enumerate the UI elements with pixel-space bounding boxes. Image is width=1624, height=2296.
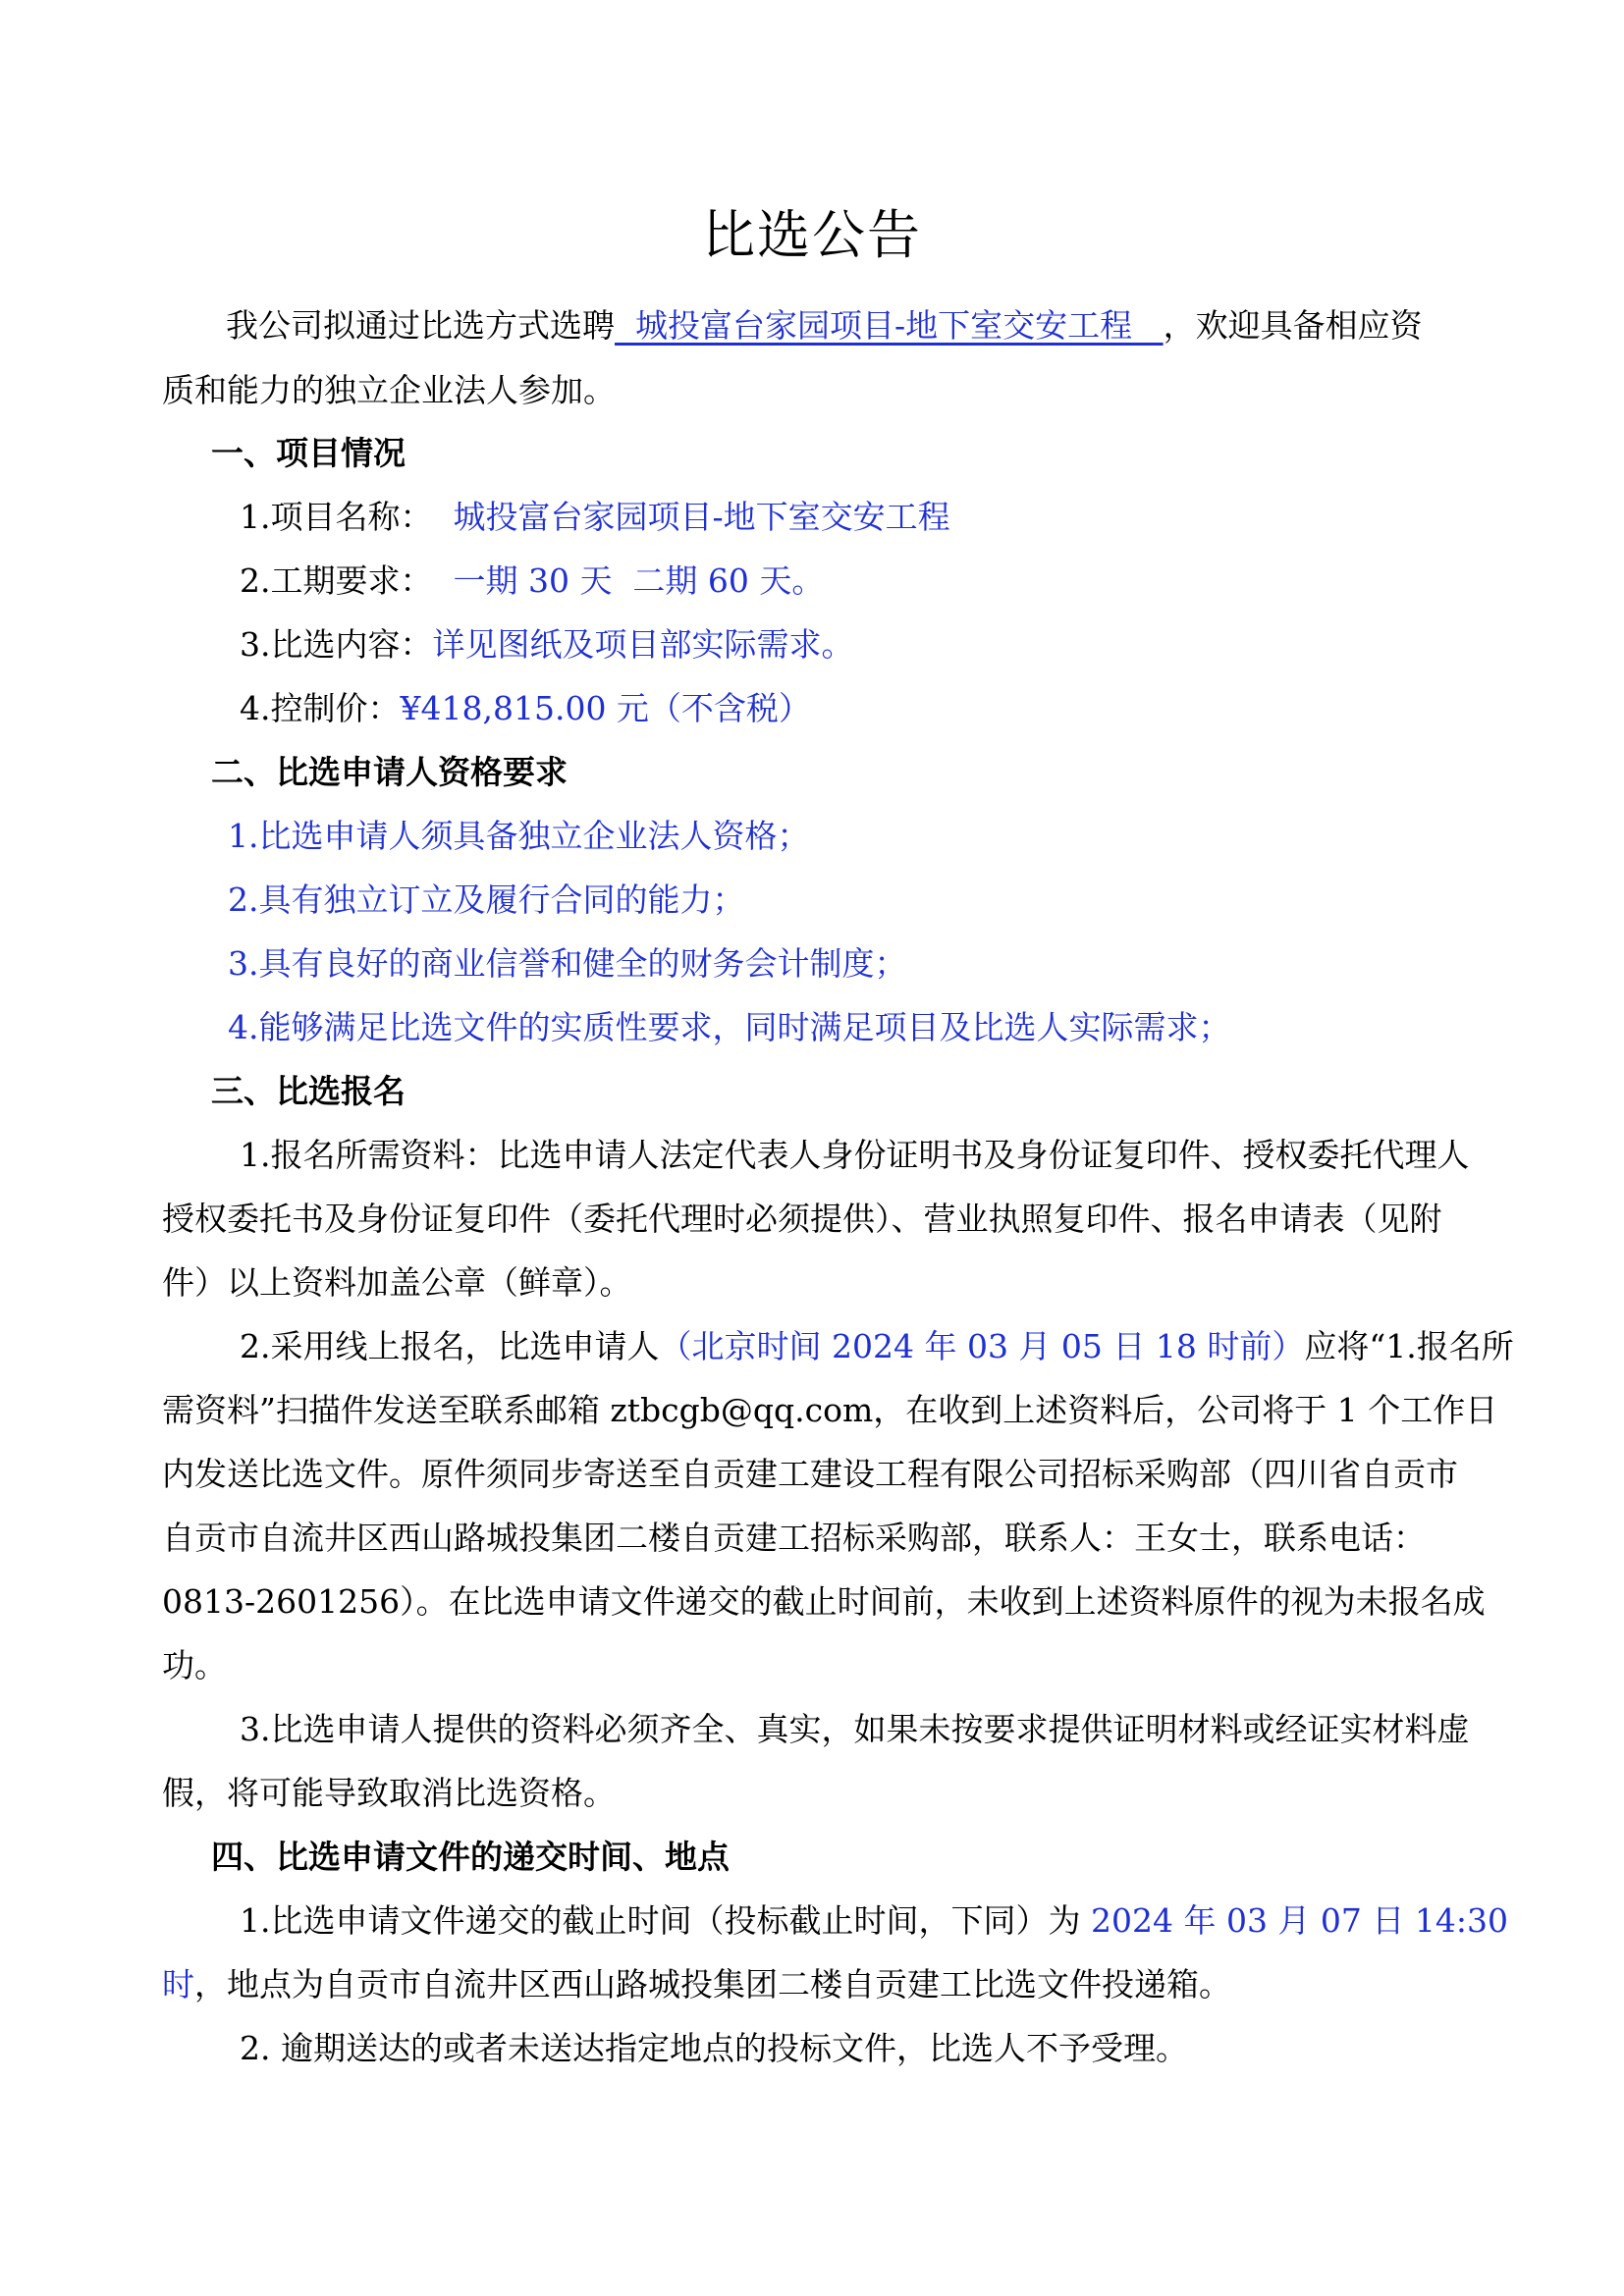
project-item-duration [240,560,824,603]
item-value: 城投富台家园项目-地下室交安工程 [432,498,950,536]
qualification-item: 3.具有良好的商业信誉和健全的财务会计制度； [228,944,907,983]
item-value: ¥418,815.00 元（不含税） [400,689,811,727]
qualification-item: 1.比选申请人须具备独立企业法人资格； [228,817,810,855]
item-label: 4.控制价： [240,689,401,727]
page-title: 比选公告 [702,204,922,266]
registration-p2-line: 内发送比选文件。原件须同步寄送至自贡建工建设工程有限公司招标采购部（四川省自贡市 [162,1455,1458,1493]
submission-p2-line: 2. 逾期送达的或者未送达指定地点的投标文件，比选人不予受理。 [240,2029,1188,2067]
section-heading-registration: 三、比选报名 [211,1072,406,1110]
qualification-item: 2.具有独立订立及履行合同的能力； [228,881,745,919]
submission-deadline: 2024 年 03 月 07 日 14:30 [1090,1901,1508,1940]
qualification-item: 4.能够满足比选文件的实质性要求，同时满足项目及比选人实际需求； [228,1008,1231,1046]
registration-p2-text: 应将“1.报名所 [1304,1327,1514,1365]
registration-p1-line: 件）以上资料加盖公章（鲜章）。 [162,1263,632,1302]
section-heading-submission: 四、比选申请文件的递交时间、地点 [211,1838,730,1876]
project-item-content [240,623,854,667]
item-value: 一期 30 天 二期 60 天。 [432,561,825,600]
registration-p1-line: 1.报名所需资料：比选申请人法定代表人身份证明书及身份证复印件、授权委托代理人 [240,1136,1470,1174]
item-label: 2.工期要求： [240,561,433,600]
submission-p1-text: 1.比选申请文件递交的截止时间（投标截止时间，下同）为 [240,1901,1091,1940]
project-item-name [240,496,950,539]
section-heading-project: 一、项目情况 [211,434,406,472]
intro-line-2: 质和能力的独立企业法人参加。 [162,371,616,409]
intro-project-name: 城投富台家园项目-地下室交安工程 [615,306,1164,345]
intro-prefix: 我公司拟通过比选方式选聘 [226,306,615,345]
registration-p2-line [240,1325,1514,1368]
submission-p1-text: ，地点为自贡市自流井区西山路城投集团二楼自贡建工比选文件投递箱。 [194,1965,1231,2003]
registration-p2-line: 自贡市自流井区西山路城投集团二楼自贡建工招标采购部，联系人：王女士，联系电话： [162,1519,1426,1557]
registration-p2-line: 功。 [162,1646,227,1684]
registration-deadline: （北京时间 2024 年 03 月 05 日 18 时前） [659,1327,1305,1365]
registration-p2-text: 2.采用线上报名，比选申请人 [240,1327,660,1365]
submission-deadline-suffix: 时 [162,1965,194,2003]
item-label: 1.项目名称： [240,498,433,536]
submission-p1-line [162,1963,1231,2006]
project-item-price [240,687,811,730]
registration-p3-line: 假，将可能导致取消比选资格。 [162,1774,616,1812]
intro-suffix: ，欢迎具备相应资 [1163,306,1423,345]
registration-p3-line: 3.比选申请人提供的资料必须齐全、真实，如果未按要求提供证明材料或经证实材料虚 [240,1710,1470,1748]
section-heading-qualification: 二、比选申请人资格要求 [211,753,568,791]
item-value: 详见图纸及项目部实际需求。 [432,625,854,664]
intro-line-1 [226,304,1423,347]
registration-p1-line: 授权委托书及身份证复印件（委托代理时必须提供）、营业执照复印件、报名申请表（见附 [162,1200,1442,1238]
submission-p1-line [240,1899,1508,1943]
registration-p2-line: 0813-2601256）。在比选申请文件递交的截止时间前，未收到上述资料原件的视为未报名成 [162,1582,1486,1621]
registration-p2-line: 需资料”扫描件发送至联系邮箱 ztbcgb@qq.com，在收到上述资料后，公司将于 1 个工作日 [162,1391,1498,1429]
item-label: 3.比选内容： [240,625,433,664]
